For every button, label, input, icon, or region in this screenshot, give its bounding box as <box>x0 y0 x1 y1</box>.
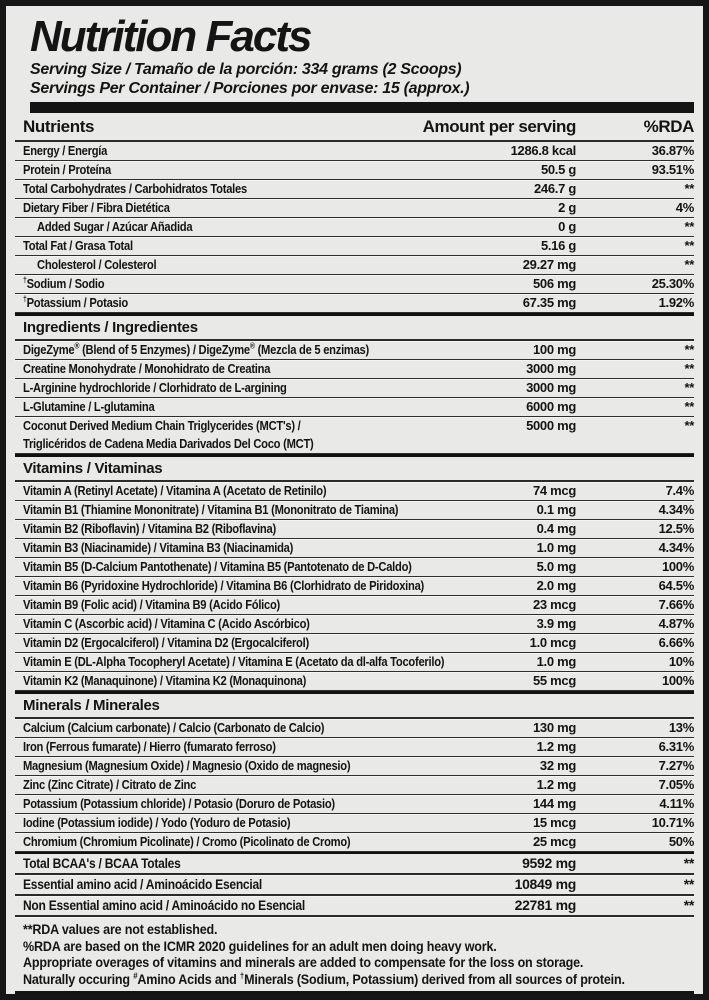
row-amount: 246.7 g <box>534 181 576 196</box>
row-name: Vitamin A (Retinyl Acetate) / Vitamina A (Acetato de Retinilo) <box>23 483 327 498</box>
row-rda: 13% <box>668 720 694 735</box>
footnote-line: Appropriate overages of vitamins and minerals are added to compensate for the loss on storage. <box>23 955 584 970</box>
table-row <box>15 180 694 199</box>
row-rda: 100% <box>661 559 694 574</box>
table-row <box>15 199 694 218</box>
row-rda: 7.05% <box>658 777 694 792</box>
table-row <box>15 256 694 275</box>
row-name: DigeZyme® (Blend of 5 Enzymes) / DigeZyme® (Mezcla de 5 enzimas) <box>23 341 369 357</box>
table-row <box>15 814 694 833</box>
row-amount: 3.9 mg <box>536 616 576 631</box>
row-amount: 130 mg <box>532 720 576 735</box>
row-name: Vitamin D2 (Ergocalciferol) / Vitamina D2 (Ergocalciferol) <box>23 635 309 650</box>
table-row <box>15 417 694 454</box>
section-totals <box>15 852 694 917</box>
row-amount: 3000 mg <box>526 361 576 376</box>
row-rda: 64.5% <box>658 578 694 593</box>
table-row <box>15 360 694 379</box>
row-amount: 55 mcg <box>532 673 576 688</box>
row-amount: 0 g <box>558 219 576 234</box>
table-row <box>15 558 694 577</box>
row-rda: ** <box>684 238 694 253</box>
row-amount: 2.0 mg <box>536 578 576 593</box>
column-header-nutrients: Nutrients <box>23 117 95 136</box>
row-rda: ** <box>683 897 694 913</box>
row-amount: 10849 mg <box>514 876 576 892</box>
servings-per-container-line: Servings Per Container / Porciones por envase: 15 (approx.) <box>30 80 470 97</box>
table-row <box>15 672 694 691</box>
row-rda: 6.66% <box>658 635 694 650</box>
row-rda: ** <box>684 257 694 272</box>
row-rda: 4.34% <box>658 502 694 517</box>
row-amount: 1.0 mg <box>536 540 576 555</box>
row-rda: 4.87% <box>658 616 694 631</box>
row-name: Essential amino acid / Aminoácido Esencial <box>23 876 262 892</box>
section-vitamins <box>15 454 694 691</box>
row-amount: 0.1 mg <box>536 502 576 517</box>
row-name: Chromium (Chromium Picolinate) / Cromo (Picolinato de Cromo) <box>23 834 351 849</box>
row-rda: ** <box>684 342 694 357</box>
row-amount: 144 mg <box>532 796 576 811</box>
footnote-line: %RDA are based on the ICMR 2020 guidelines for an adult men doing heavy work. <box>23 938 497 954</box>
row-amount: 1.2 mg <box>536 777 576 792</box>
row-name: †Sodium / Sodio <box>23 275 105 291</box>
table-row <box>15 142 694 161</box>
row-name: Total Carbohydrates / Carbohidratos Totales <box>23 181 247 196</box>
table-row <box>15 161 694 180</box>
row-rda: 12.5% <box>658 521 694 536</box>
table-row <box>15 341 694 360</box>
row-name: Vitamin B6 (Pyridoxine Hydrochloride) / Vitamina B6 (Clorhidrato de Piridoxina) <box>23 578 425 593</box>
row-rda: ** <box>684 181 694 196</box>
row-rda: 25.30% <box>651 276 694 291</box>
table-row <box>15 218 694 237</box>
footnote-line: Naturally occuring #Amino Acids and †Minerals (Sodium, Potassium) derived from all sources of protein. <box>23 970 625 987</box>
row-rda: 7.4% <box>665 483 694 498</box>
row-amount: 1.0 mg <box>536 654 576 669</box>
row-amount: 100 mg <box>532 342 576 357</box>
row-amount: 74 mcg <box>532 483 576 498</box>
page-title: Nutrition Facts <box>30 12 311 61</box>
row-rda: 4.11% <box>659 796 694 811</box>
row-amount: 29.27 mg <box>522 257 576 272</box>
row-amount: 2 g <box>558 200 576 215</box>
section-heading-vitamins: Vitamins / Vitaminas <box>15 454 694 482</box>
table-header-row <box>15 113 694 142</box>
row-amount: 5.0 mg <box>536 559 576 574</box>
row-rda: ** <box>683 876 694 892</box>
table-row <box>15 757 694 776</box>
table-row <box>15 237 694 256</box>
row-name: Coconut Derived Medium Chain Triglycerides (MCT's) / Triglicéridos de Cadena Media Darivados Del Coco (MCT) <box>23 418 314 451</box>
row-name: Cholesterol / Colesterol <box>37 257 157 272</box>
row-rda: 1.92% <box>658 295 694 310</box>
row-name: Iron (Ferrous fumarate) / Hierro (fumarato ferroso) <box>23 739 276 754</box>
header-divider-bar <box>30 102 694 113</box>
table-row <box>15 795 694 814</box>
row-rda: 36.87% <box>651 143 694 158</box>
row-amount: 9592 mg <box>522 855 576 871</box>
row-amount: 3000 mg <box>526 380 576 395</box>
table-row <box>15 398 694 417</box>
row-name: Vitamin B2 (Riboflavin) / Vitamina B2 (Riboflavina) <box>23 521 276 536</box>
table-row <box>15 615 694 634</box>
bottom-divider-bar <box>15 991 694 1000</box>
row-name: Total Fat / Grasa Total <box>23 238 133 253</box>
section-heading-ingredients: Ingredients / Ingredientes <box>15 313 694 341</box>
row-name: Dietary Fiber / Fibra Dietética <box>23 200 170 215</box>
row-amount: 1.0 mcg <box>529 635 576 650</box>
row-rda: 100% <box>661 673 694 688</box>
row-rda: ** <box>683 855 694 871</box>
row-name: Iodine (Potassium iodide) / Yodo (Yoduro de Potasio) <box>23 815 291 830</box>
row-rda: ** <box>684 361 694 376</box>
row-name: †Potassium / Potasio <box>23 294 128 310</box>
table-row <box>15 833 694 852</box>
row-name: L-Glutamine / L-glutamina <box>23 399 155 414</box>
table-row <box>15 875 694 896</box>
row-name: Non Essential amino acid / Aminoácido no Esencial <box>23 897 305 913</box>
row-name: Creatine Monohydrate / Monohidrato de Creatina <box>23 361 271 376</box>
table-row <box>15 275 694 294</box>
row-rda: 10% <box>668 654 694 669</box>
table-row <box>15 379 694 398</box>
table-row <box>15 776 694 795</box>
row-amount: 32 mg <box>539 758 576 773</box>
table-row <box>15 294 694 313</box>
table-row <box>15 520 694 539</box>
table-row <box>15 738 694 757</box>
table-row <box>15 539 694 558</box>
table-row <box>15 634 694 653</box>
row-amount: 67.35 mg <box>522 295 576 310</box>
table-row <box>15 596 694 615</box>
row-name: Vitamin C (Ascorbic acid) / Vitamina C (Acido Ascórbico) <box>23 616 310 631</box>
row-amount: 23 mcg <box>532 597 576 612</box>
row-rda: ** <box>684 380 694 395</box>
row-name: Zinc (Zinc Citrate) / Citrato de Zinc <box>23 777 197 792</box>
row-amount: 25 mcg <box>532 834 576 849</box>
column-header-rda: %RDA <box>643 117 694 136</box>
row-amount: 15 mcg <box>532 815 576 830</box>
row-rda: 4% <box>675 200 694 215</box>
serving-size-line: Serving Size / Tamaño de la porción: 334 grams (2 Scoops) <box>30 61 462 78</box>
row-name: Vitamin B1 (Thiamine Mononitrate) / Vitamina B1 (Mononitrato de Tiamina) <box>23 502 399 517</box>
row-amount: 5.16 g <box>540 238 576 253</box>
row-name: L-Arginine hydrochloride / Clorhidrato de L-argining <box>23 380 287 395</box>
row-rda: ** <box>684 399 694 414</box>
row-amount: 0.4 mg <box>536 521 576 536</box>
row-name: Magnesium (Magnesium Oxide) / Magnesio (Oxido de magnesio) <box>23 758 351 773</box>
row-name: Calcium (Calcium carbonate) / Calcio (Carbonato de Calcio) <box>23 720 325 735</box>
row-rda: ** <box>684 418 694 433</box>
row-amount: 50.5 g <box>540 162 576 177</box>
row-amount: 22781 mg <box>514 897 576 913</box>
table-row <box>15 653 694 672</box>
row-amount: 1286.8 kcal <box>510 143 576 158</box>
table-row <box>15 577 694 596</box>
row-name: Vitamin E (DL-Alpha Tocopheryl Acetate) / Vitamina E (Acetato da dl-alfa Tocoferilo) <box>23 654 445 669</box>
row-name: Vitamin K2 (Manaquinone) / Vitamina K2 (Monaquinona) <box>23 673 307 688</box>
row-rda: 50% <box>668 834 694 849</box>
row-name: Protein / Proteína <box>23 162 111 177</box>
column-header-amount: Amount per serving <box>422 117 576 136</box>
row-amount: 5000 mg <box>526 418 576 433</box>
footnote-line: **RDA values are not established. <box>23 922 218 937</box>
table-row <box>15 719 694 738</box>
section-minerals <box>15 691 694 852</box>
row-name: Added Sugar / Azúcar Añadida <box>37 219 193 234</box>
table-row <box>15 482 694 501</box>
row-rda: 93.51% <box>651 162 694 177</box>
row-amount: 506 mg <box>532 276 576 291</box>
section-heading-minerals: Minerals / Minerales <box>15 691 694 719</box>
table-row <box>15 854 694 875</box>
row-amount: 1.2 mg <box>536 739 576 754</box>
row-rda: 7.27% <box>658 758 694 773</box>
table-row <box>15 896 694 917</box>
row-name: Potassium (Potassium chloride) / Potasio (Doruro de Potasio) <box>23 796 335 811</box>
footnotes <box>15 917 694 988</box>
table-row <box>15 501 694 520</box>
row-rda: 7.66% <box>658 597 694 612</box>
row-rda: 6.31% <box>658 739 694 754</box>
row-name: Vitamin B9 (Folic acid) / Vitamina B9 (Acido Fólico) <box>23 597 281 612</box>
row-rda: 10.71% <box>651 815 694 830</box>
section-ingredients <box>15 313 694 454</box>
row-rda: 4.34% <box>658 540 694 555</box>
nutrition-table <box>15 142 694 917</box>
row-name: Vitamin B5 (D-Calcium Pantothenate) / Vitamina B5 (Pantotenato de D-Caldo) <box>23 559 412 574</box>
label-content <box>6 6 703 1000</box>
row-name: Vitamin B3 (Niacinamide) / Vitamina B3 (Niacinamida) <box>23 540 294 555</box>
title-block <box>15 14 694 98</box>
row-rda: ** <box>684 219 694 234</box>
section-macros <box>15 142 694 313</box>
row-amount: 6000 mg <box>526 399 576 414</box>
row-name: Total BCAA's / BCAA Totales <box>23 855 181 871</box>
row-name: Energy / Energía <box>23 143 108 158</box>
